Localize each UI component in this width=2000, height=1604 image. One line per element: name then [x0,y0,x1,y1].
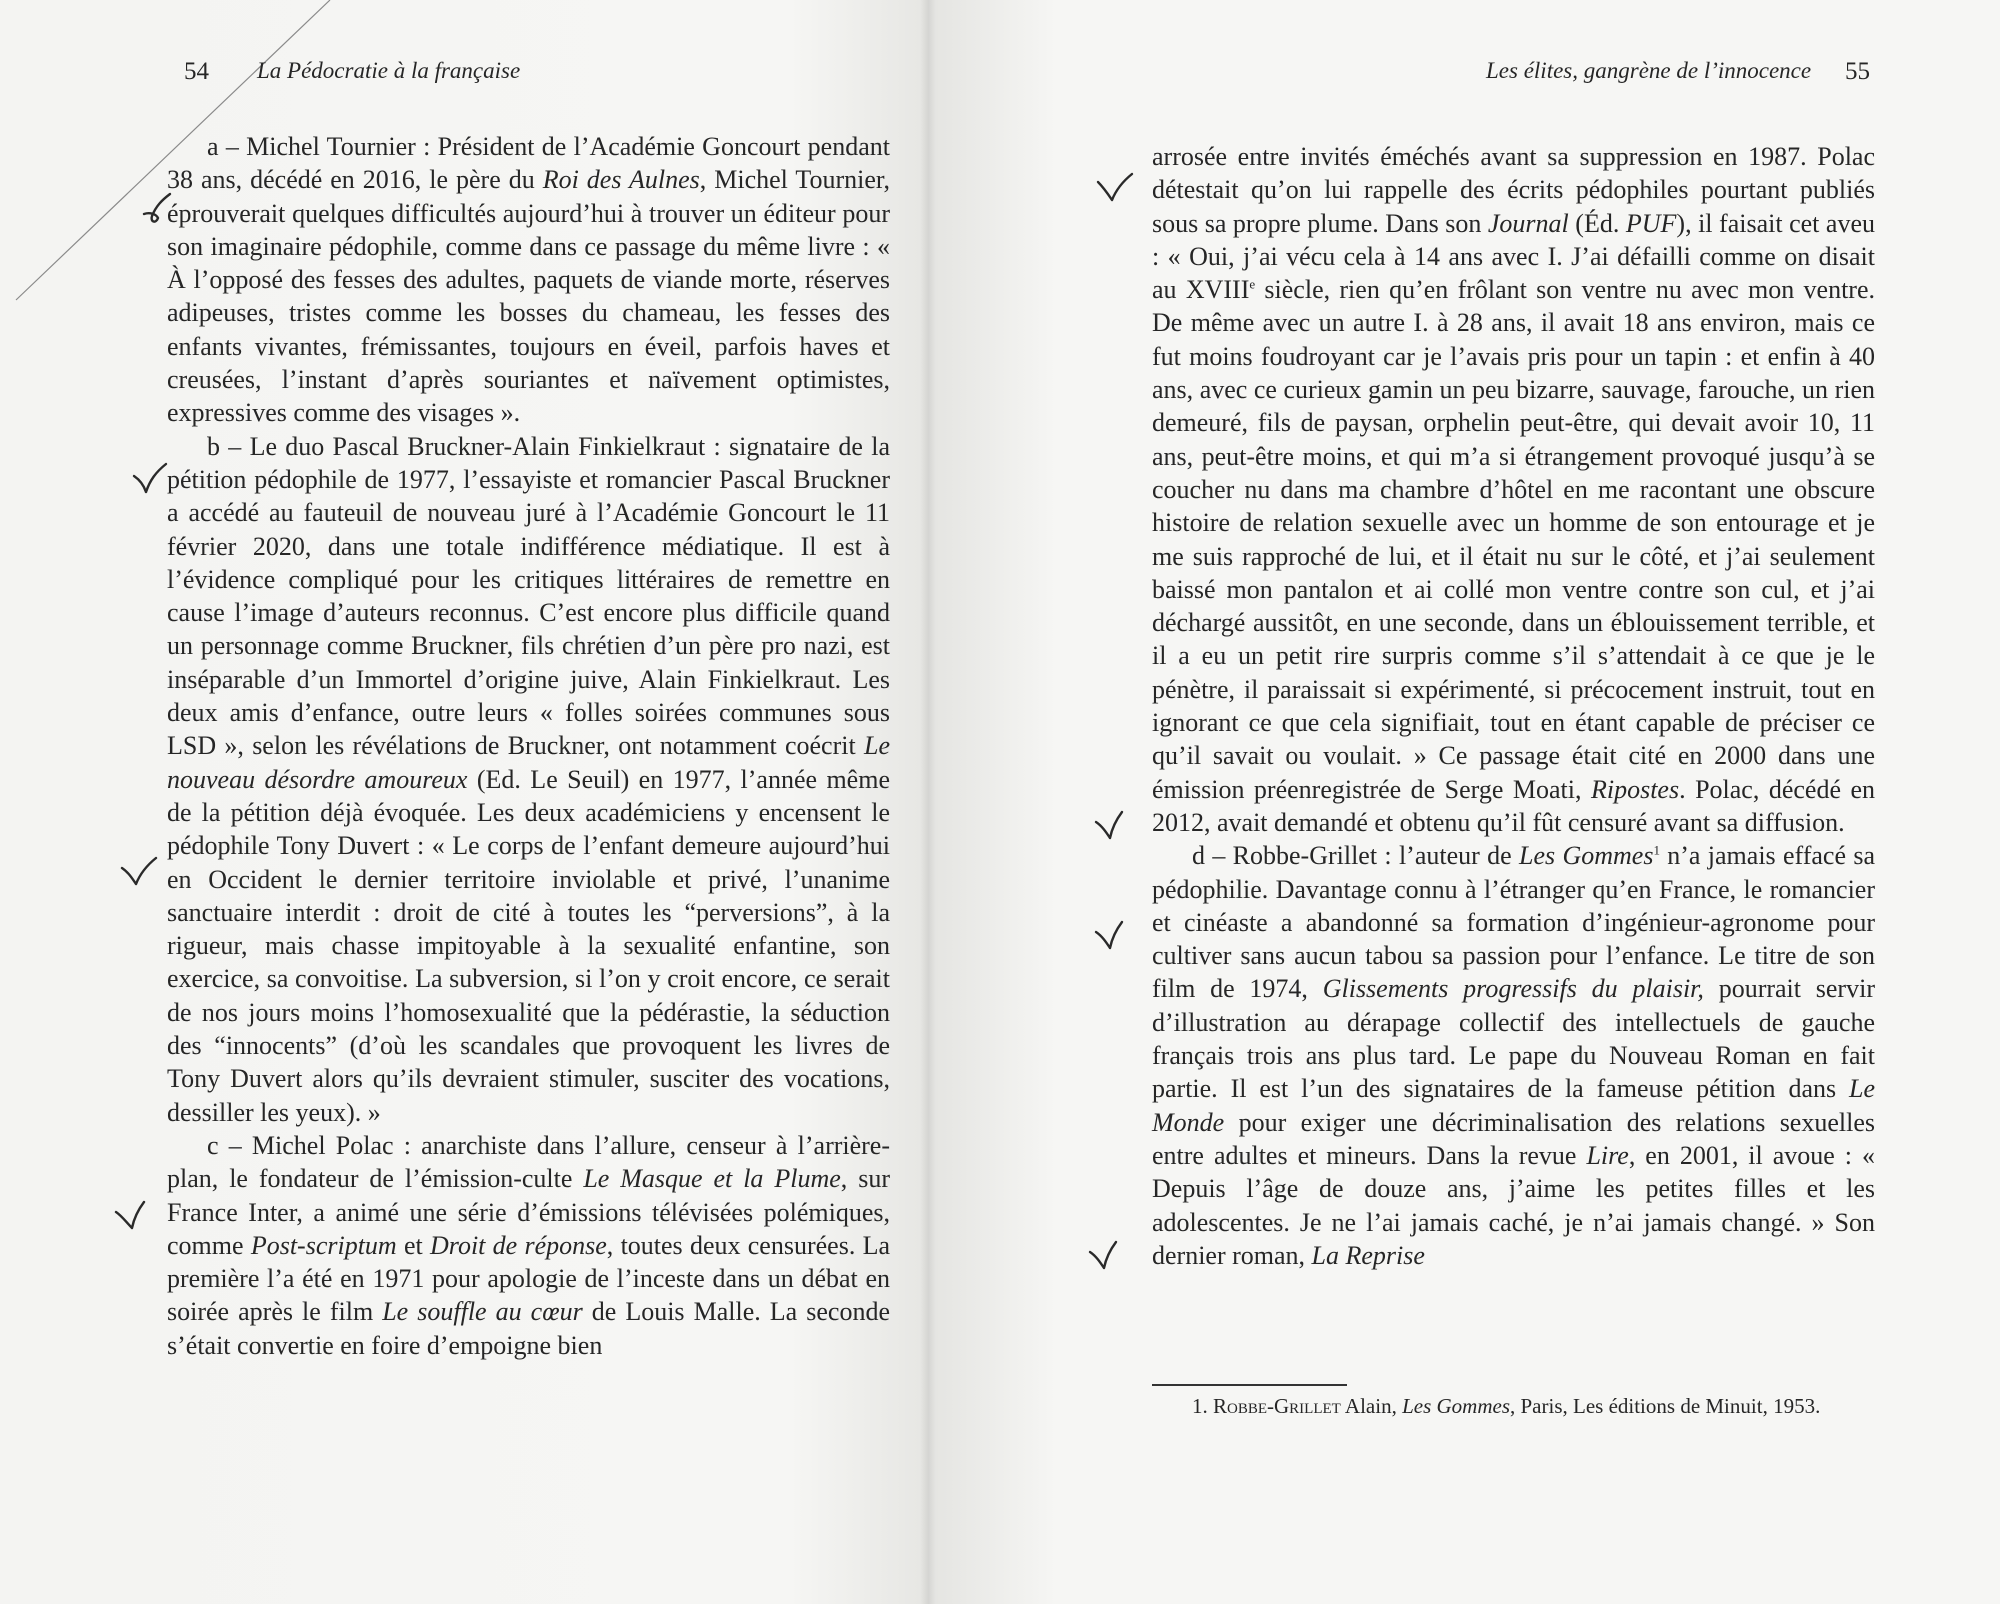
handwritten-checkmark-icon [110,1196,156,1236]
footnote-rule [1152,1384,1347,1386]
handwritten-checkmark-icon [1088,806,1134,846]
paragraph-a: a – Michel Tournier : Président de l’Académie Goncourt pendant 38 ans, décédé en 2016, le père du Roi des Aulnes, Michel Tournier, éprouverait quelques difficultés aujourd’hui à trouver un éditeur pour son imaginaire pédophile, comme dans ce passage du même livre : « À l’opposé des fesses des adultes, paquets de viande morte, réserves adipeuses, tristes comme les bosses du chameau, les fesses des enfants vivantes, frémissantes, toujours en éveil, parfois haves et creusées, l’instant d’après souriantes et naïvement optimistes, expressives comme des visages ». [167,132,890,428]
handwritten-checkmark-icon [1088,916,1134,956]
paragraph-d: d – Robbe-Grillet : l’auteur de Les Gommes$^1$ n’a jamais effacé sa pédophilie. Davantage connu à l’étranger qu’en France, le romancier et cinéaste a abandonné sa formation d’ingénieur-agronome pour cultiver sans aucun tabou sa passion pour l’enfance. Le titre de son film de 1974, Glissements progressifs du plaisir, pourrait servir d’illustration au dérapage collectif des intellectuels de gauche français trois ans plus tard. Le pape du Nouveau Roman en fait partie. Il est l’un des signataires de la fameuse pétition dans Le Monde pour exiger une décriminalisation des relations sexuelles entre adultes et mineurs. Dans la revue Lire, en 2001, il avoue : « Depuis l’âge de douze ans, j’aime les petites filles et les adolescentes. Je ne l’ai jamais caché, je n’ai jamais changé. » Son dernier roman, La Reprise [1152,841,1875,1270]
footnote-ref: 1 [1653,842,1660,858]
paragraph-c-continued: arrosée entre invités éméchés avant sa suppression en 1987. Polac détestait qu’on lui rappelle des écrits pédophiles pourtant publiés sous sa propre plume. Dans son Journal (Éd. PUF), il faisait cet aveu : « Oui, j’ai vécu cela à 14 ans avec I. J’ai défailli comme on disait au XVIIIe siècle, rien qu’en frôlant son ventre nu avec mon ventre. De même avec un autre I. à 28 ans, il avait 18 ans environ, mais ce fut moins foudroyant car je l’avais pris pour un tapin : et enfin à 40 ans, avec ce curieux gamin un peu bizarre, sauvage, farouche, un rien demeuré, fils de paysan, orphelin peut-être, qui devait avoir 10, 11 ans, peut-être moins, et qui m’a si étrangement provoqué jusqu’à se coucher nu dans ma chambre d’hôtel en me racontant une obscure histoire de relation sexuelle avec un homme de son entourage et je me suis rapproché de lui, et il était nu sur le côté, et j’ai seulement baissé mon pantalon et ai collé mon ventre contre son cul, et j’ai déchargé aussitôt, en une seconde, dans un éblouissement terrible, et il a eu un petit rire surpris comme s’il s’attendait à ce que je le pénètre, il paraissait si expérimenté, si précocement instruit, tout en ignorant ce que cela signifiait, tout en étant capable de préciser ce qu’il savait ou voulait. » Ce passage était cité en 2000 dans une émission préenregistrée de Serge Moati, Ripostes. Polac, décédé en 2012, avait demandé et obtenu qu’il fût censuré avant sa diffusion. [1152,142,1876,837]
handwritten-checkmark-icon [1082,1236,1128,1276]
paragraph-c: c – Michel Polac : anarchiste dans l’allure, censeur à l’arrière-plan, le fondateur de l’émission-culte Le Masque et la Plume, sur France Inter, a animé une série d’émissions télévisées polémiques, comme Post-scriptum et Droit de réponse, toutes deux censurées. La première l’a été en 1971 pour apologie de l’inceste dans un débat en soirée après le film Le souffle au cœur de Louis Malle. La seconde s’était convertie en foire d’empoigne bien [167,1130,891,1360]
page-number-left: 54 [184,58,209,85]
handwritten-checkmark-icon [1092,168,1138,208]
running-head-left: La Pédocratie à la française [257,58,521,83]
page-number-right: 55 [1845,58,1870,85]
handwritten-checkmark-icon [126,458,172,498]
footnote: 1. Robbe-Grillet Alain, Les Gommes, Paris, Les éditions de Minuit, 1953. [1192,1394,1821,1418]
right-body-text [1152,140,1875,1272]
paragraph-b: b – Le duo Pascal Bruckner-Alain Finkielkraut : signataire de la pétition pédophile de 1977, l’essayiste et romancier Pascal Bruckner a accédé au fauteuil de nouveau juré à l’Académie Goncourt le 11 février 2020, dans une totale indifférence médiatique. Il est à l’évidence compliqué pour les critiques littéraires de remettre en cause l’image d’auteurs reconnus. C’est encore plus difficile quand un personnage comme Bruckner, fils chrétien d’un père pro nazi, est inséparable d’un Immortel d’origine juive, Alain Finkielkraut. Les deux amis d’enfance, outre leurs « folles soirées communes sous LSD », selon les révélations de Bruckner, ont notamment coécrit Le nouveau désordre amoureux (Ed. Le Seuil) en 1977, l’année même de la pétition déjà évoquée. Les deux académiciens y encensent le pédophile Tony Duvert : « Le corps de l’enfant demeure aujourd’hui en Occident le dernier territoire inviolable et privé, l’unanime sanctuaire interdit : droit de cité à toutes les “perversions”, à la rigueur, mais chasse impitoyable à la sexualité enfantine, son exercice, sa convoitise. La subversion, si l’on y croit encore, ce serait de nos jours moins l’homosexualité que la pédérastie, la séduction des “innocents” (d’où les scandales que provoquent les livres de Tony Duvert alors qu’ils devraient stimuler, susciter des vocations, dessiller les yeux). » [167,431,890,1127]
running-head-right: Les élites, gangrène de l’innocence [1486,58,1812,83]
left-body-text [167,130,890,1362]
handwritten-checkmark-icon [136,186,182,226]
handwritten-checkmark-icon [116,852,162,892]
